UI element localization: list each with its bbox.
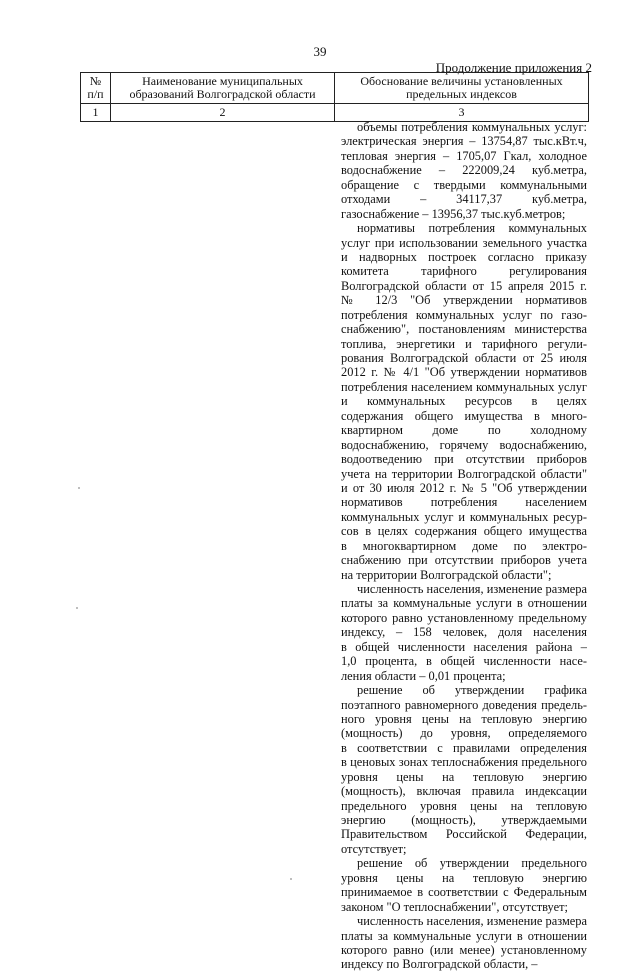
- scan-speck: [290, 878, 292, 880]
- text-line: содержания общего имущества в много-: [341, 408, 587, 423]
- header-col1-line: п/п: [87, 88, 104, 101]
- text-line: поэтапного равномерного доведения предель-: [341, 697, 587, 712]
- text-line: водоотведению при отсутствии приборов: [341, 452, 587, 467]
- text-line: индексу, – 158 человек, доля населения: [341, 625, 587, 640]
- paragraph: [341, 221, 587, 582]
- text-line: решение об утверждении графика: [357, 683, 587, 698]
- continuation-label: Продолжение приложения 2: [435, 60, 592, 75]
- text-line: водоснабжению, горячему водоснабжению,: [341, 437, 587, 452]
- text-line: потребления населением коммунальных услуг: [341, 379, 587, 394]
- text-line: топлива, энергетики и тарифного регули-: [341, 336, 587, 351]
- header-col-justification: [335, 73, 589, 104]
- text-line: энергию (мощность), утверждаемыми: [341, 813, 587, 828]
- text-line: нормативы потребления коммунальных: [357, 221, 587, 236]
- text-line: законом "О теплоснабжении", отсутствует;: [341, 899, 568, 914]
- text-line: сов в целях содержания общего имущества: [341, 524, 587, 539]
- paragraph: [341, 683, 587, 856]
- text-line: в многоквартирном доме по электро-: [341, 538, 587, 553]
- text-line: рования Волгоградской области от 25 июля: [341, 351, 587, 366]
- text-line: 1,0 процента, в общей численности насе-: [341, 654, 587, 669]
- page-number: 39: [313, 44, 327, 59]
- header-col1-line: №: [89, 75, 102, 88]
- text-line: отсутствует;: [341, 841, 407, 856]
- text-line: на территории Волгоградской области";: [341, 567, 552, 582]
- text-line: нормативов потребления населением: [341, 495, 587, 510]
- text-line: ления области – 0,01 процента;: [341, 668, 506, 683]
- text-line: в соответствии с правилами определения: [341, 740, 587, 755]
- text-line: квартирном доме по холодному: [341, 423, 587, 438]
- text-line: платы за коммунальные услуги в отношении: [341, 596, 587, 611]
- text-line: коммунальных услуг и коммунальных ресур-: [341, 509, 587, 524]
- text-line: электрическая энергия – 13754,87 тыс.кВт.ч,: [341, 134, 587, 149]
- paragraph: [341, 582, 587, 683]
- text-line: комитета тарифного регулирования: [341, 264, 587, 279]
- text-line: которого равно установленному предельному: [341, 610, 587, 625]
- text-line: которого равно (или менее) установленному: [341, 943, 587, 958]
- scan-speck: [78, 487, 80, 489]
- text-line: тепловая энергия – 1705,07 Гкал, холодное: [341, 148, 587, 163]
- text-line: газоснабжение – 13956,37 тыс.куб.метров;: [341, 206, 566, 221]
- text-line: снабжению при отсутствии приборов учета: [341, 553, 587, 568]
- header-col3-line: Обоснование величины установленных: [360, 75, 563, 88]
- header-col-number: [81, 73, 111, 104]
- text-line: уровня цены на тепловую энергию: [341, 769, 587, 784]
- text-line: водоснабжение – 222009,24 куб.метра,: [341, 163, 587, 178]
- text-line: в общей численности населения района –: [341, 639, 587, 654]
- column-number-1: 1: [81, 104, 111, 122]
- text-line: (мощность) до уровня, определяемого: [341, 726, 587, 741]
- text-line: объемы потребления коммунальных услуг:: [357, 120, 587, 134]
- text-line: численность населения, изменение размера: [357, 582, 587, 597]
- header-col-municipality: [111, 73, 335, 104]
- text-line: снабжению", постановлениям министерства: [341, 322, 587, 337]
- text-line: 2012 г. № 4/1 "Об утверждении нормативов: [341, 365, 587, 380]
- text-line: индексу по Волгоградской области, –: [341, 957, 538, 972]
- text-line: № 12/3 "Об утверждении нормативов: [341, 293, 587, 308]
- column-number-2: 2: [111, 104, 335, 122]
- text-line: отходами – 34117,37 куб.метра,: [341, 192, 587, 207]
- header-col3-line: предельных индексов: [406, 88, 517, 101]
- paragraph: [341, 914, 587, 972]
- text-line: учета на территории Волгоградской области": [341, 466, 587, 481]
- header-table: [80, 72, 589, 122]
- text-line: потребления коммунальных услуг по газо-: [341, 307, 587, 322]
- text-line: и коммунальных ресурсов в целях: [341, 394, 587, 409]
- text-line: и от 30 июля 2012 г. № 5 "Об утверждении: [341, 480, 587, 495]
- text-line: решение об утверждении предельного: [357, 856, 587, 871]
- text-line: принимаемое в соответствии с Федеральным: [341, 885, 587, 900]
- header-col2-line: Наименование муниципальных: [142, 75, 303, 88]
- text-line: Волгоградской области от 15 апреля 2015 г.: [341, 278, 587, 293]
- text-line: (мощность), включая правила индексации: [341, 784, 587, 799]
- justification-text: [341, 120, 587, 972]
- scan-speck: [76, 607, 78, 609]
- text-line: обращение с твердыми коммунальными: [341, 177, 587, 192]
- header-col2-line: образований Волгоградской области: [129, 88, 316, 101]
- column-numbers-row: [81, 104, 589, 122]
- paragraph: [341, 120, 587, 221]
- text-line: Правительством Российской Федерации,: [341, 827, 587, 842]
- header-row: [81, 73, 589, 104]
- text-line: в ценовых зонах теплоснабжения предельного: [341, 755, 587, 770]
- column-number-3: 3: [335, 104, 589, 122]
- text-line: платы за коммунальные услуги в отношении: [341, 928, 587, 943]
- text-line: уровня цены на тепловую энергию: [341, 870, 587, 885]
- text-line: услуг при использовании земельного участка: [341, 235, 587, 250]
- text-line: ного уровня цены на тепловую энергию: [341, 711, 587, 726]
- text-line: численность населения, изменение размера: [357, 914, 587, 929]
- paragraph: [341, 856, 587, 914]
- text-line: и надворных построек согласно приказу: [341, 249, 587, 264]
- text-line: предельного уровня цены на тепловую: [341, 798, 587, 813]
